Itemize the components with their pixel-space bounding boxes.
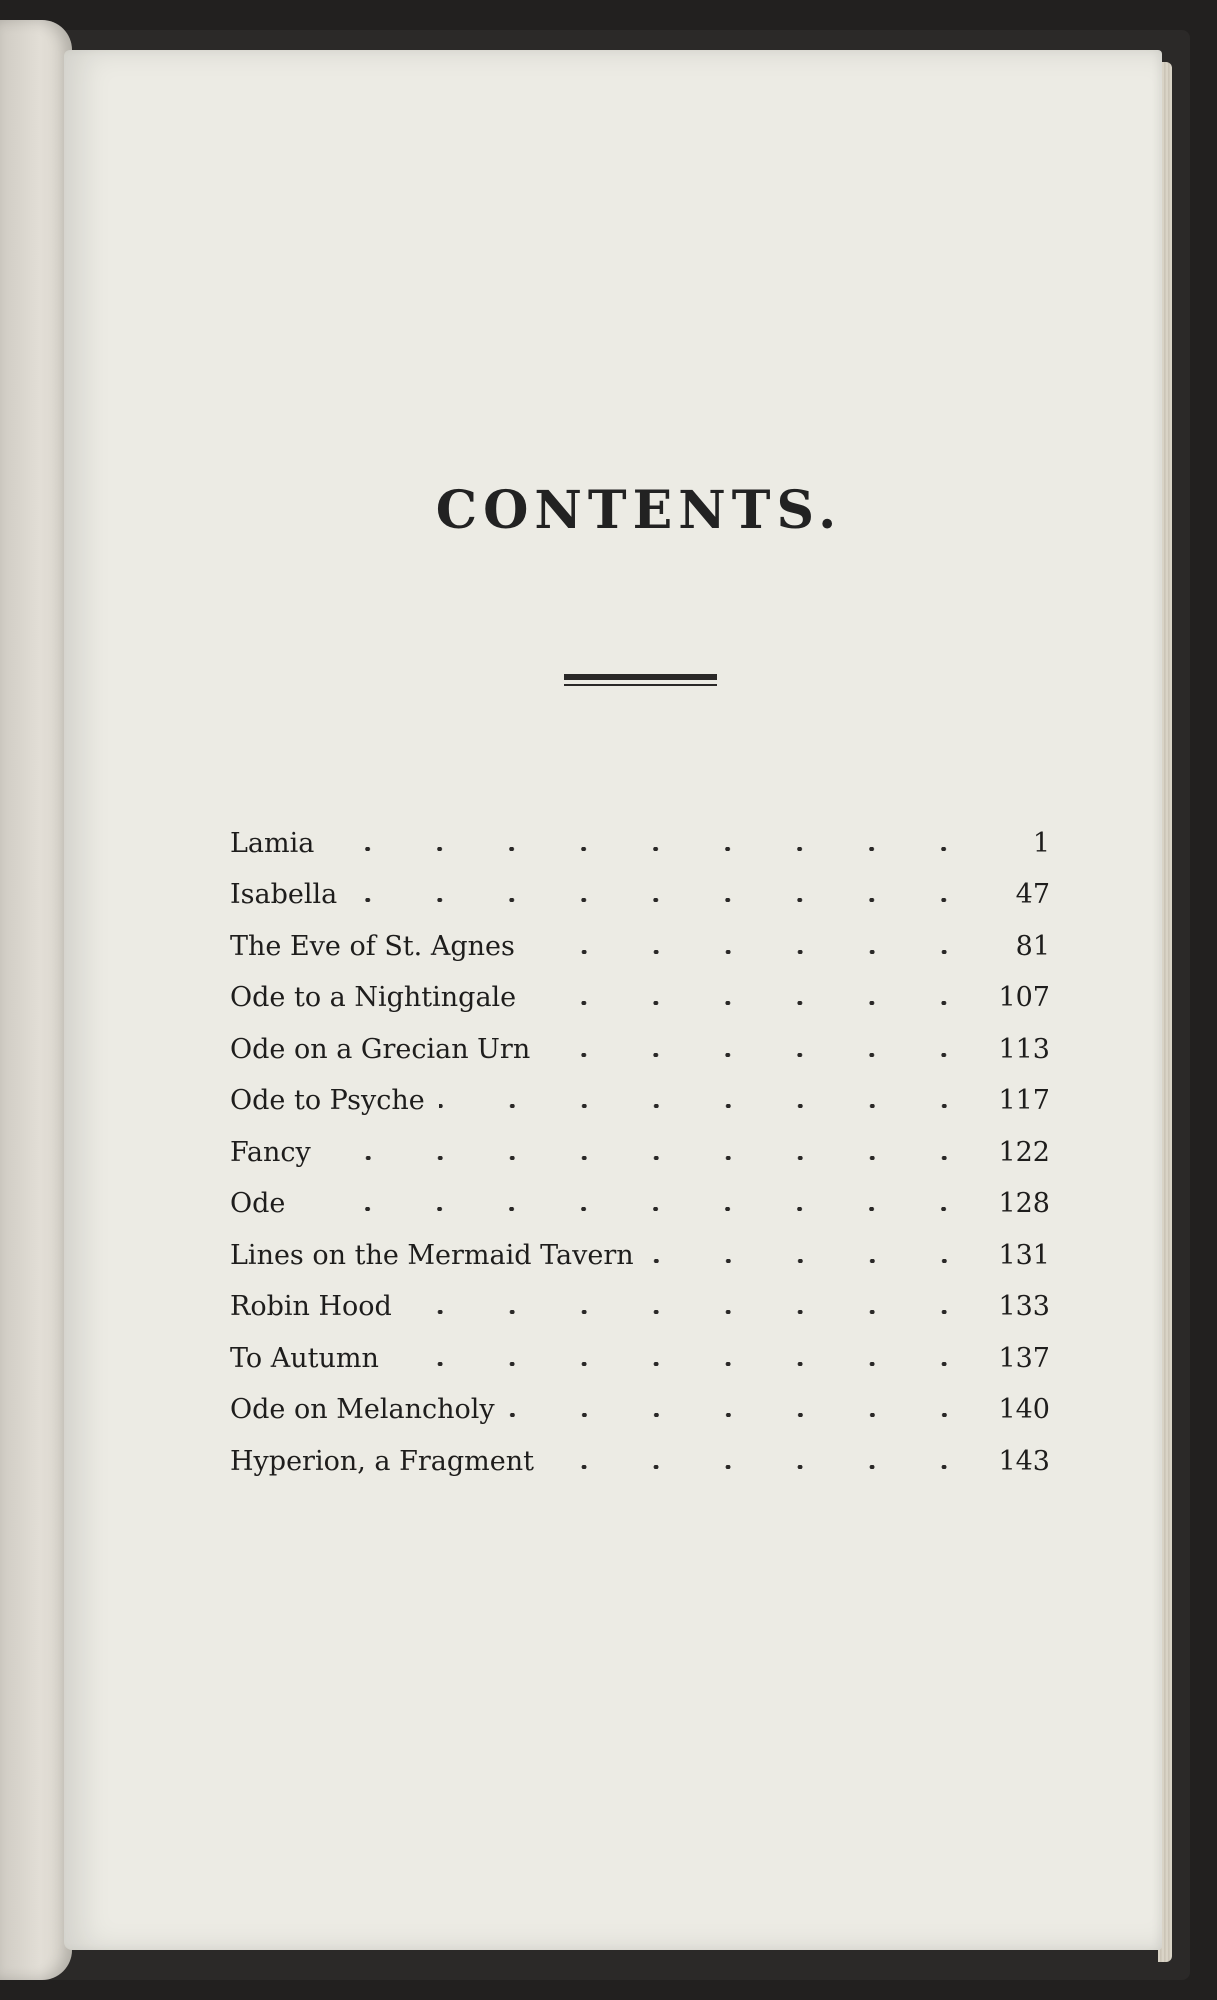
toc-entry-page: 113	[998, 1033, 1050, 1065]
toc-entry	[230, 1011, 1050, 1063]
toc-entry	[230, 1269, 1050, 1321]
toc-entry-title: Lamia	[230, 827, 315, 859]
previous-page-edge	[0, 20, 72, 1980]
toc-entry-page: 143	[998, 1445, 1050, 1477]
toc-entry	[230, 1372, 1050, 1424]
toc-entry-page: 131	[998, 1239, 1050, 1271]
toc-entry-title: Ode to a Nightingale	[230, 982, 517, 1013]
dot-leader	[530, 1001, 980, 1005]
rule-thick-line	[564, 674, 717, 680]
toc-entry-title: Ode on Melancholy	[230, 1394, 495, 1425]
toc-entry	[230, 805, 1050, 857]
toc-entry-page: 122	[998, 1136, 1050, 1168]
toc-entry-page: 81	[1015, 930, 1050, 962]
rule-thin-line	[564, 684, 717, 686]
toc-entry-page: 107	[998, 982, 1050, 1013]
toc-entry	[230, 1166, 1050, 1218]
toc-entry-page: 47	[1015, 879, 1050, 910]
toc-entry	[230, 1114, 1050, 1166]
toc-entry	[230, 908, 1050, 960]
toc-entry-title: Isabella	[230, 879, 338, 910]
toc-entry-title: Ode	[230, 1188, 286, 1219]
dot-leader	[325, 1156, 980, 1160]
toc-entry-title: Ode on a Grecian Urn	[230, 1033, 531, 1065]
toc-entry-title: Lines on the Mermaid Tavern	[230, 1239, 634, 1271]
double-rule-ornament	[564, 674, 717, 687]
dot-leader	[406, 1310, 980, 1314]
dot-leader	[509, 1413, 980, 1417]
toc-entry-page: 117	[998, 1085, 1050, 1116]
toc-entry-page: 133	[998, 1291, 1050, 1322]
dot-leader	[351, 898, 980, 902]
contents-heading: CONTENTS.	[435, 480, 843, 541]
toc-entry-title: To Autumn	[230, 1342, 379, 1374]
contents-page	[64, 50, 1162, 1950]
dot-leader	[548, 1465, 980, 1469]
toc-entry-title: Ode to Psyche	[230, 1085, 425, 1116]
toc-entry-page: 137	[998, 1342, 1050, 1374]
toc-entry	[230, 960, 1050, 1012]
dot-leader	[299, 1207, 980, 1211]
dot-leader	[648, 1259, 980, 1263]
dot-leader	[544, 1053, 980, 1057]
toc-entry-page: 140	[998, 1394, 1050, 1425]
dot-leader	[529, 950, 980, 954]
toc-entry-title: The Eve of St. Agnes	[230, 930, 515, 962]
toc-entry	[230, 1217, 1050, 1269]
toc-entry-page: 1	[1032, 827, 1050, 859]
dot-leader	[328, 847, 980, 851]
toc-entry-title: Robin Hood	[230, 1291, 392, 1322]
toc-entry-title: Hyperion, a Fragment	[230, 1445, 534, 1477]
toc-entry-title: Fancy	[230, 1136, 311, 1168]
toc-entry	[230, 857, 1050, 909]
dot-leader	[439, 1104, 980, 1108]
dot-leader	[393, 1362, 980, 1366]
toc-entry-page: 128	[998, 1188, 1050, 1219]
toc-entry	[230, 1320, 1050, 1372]
toc-entry	[230, 1063, 1050, 1115]
toc-entry	[230, 1423, 1050, 1475]
table-of-contents	[230, 805, 1050, 1475]
